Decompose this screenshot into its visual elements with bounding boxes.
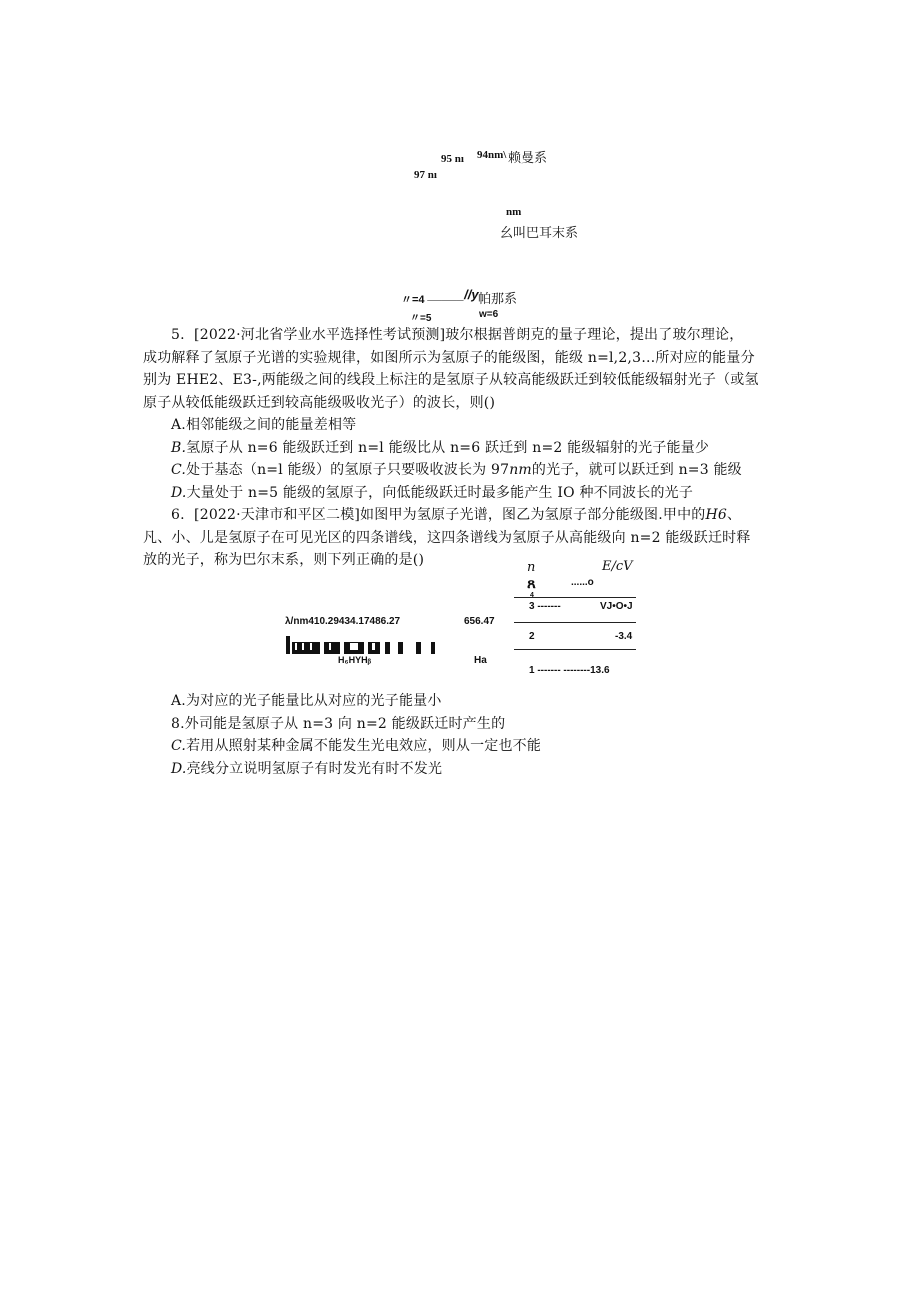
q5-option-b-letter: B. [171,439,187,456]
spectrum-gap-2 [302,643,304,650]
q5-option-b [143,437,783,460]
wavelength-95-label: 95 nı [441,153,464,165]
q6-stem-line-1-post: 、 [727,507,742,523]
energy-n4-label: 4 [530,592,534,599]
q6-stem-line-1 [143,504,783,527]
q5-option-c-letter: C. [171,462,187,478]
energy-infinity-value: ......o [571,577,594,588]
spectrum-gap-4 [329,643,331,650]
spectrum-gap-6 [372,643,375,650]
q5-option-d-letter: D. [171,484,187,501]
lyman-series-label: 赖曼系 [508,151,548,166]
energy-infinity-symbol: ጸ [527,574,536,592]
spectrum-ha-label: Ha [474,655,487,666]
wavelength-94-label: 94nm\ [477,149,507,161]
spectrum-line-a [385,642,390,654]
spectrum-wavelength-label: λ/nm410.29434.17486.27 [285,616,401,627]
q5-option-c [143,459,783,482]
q6-stem-line-1-pre: 6. [2022·天津市和平区二模]如图甲为氢原子光谱，图乙为氢原子部分能级图.甲中的 [171,507,706,523]
q6-stem-line-3: 放的光子，称为巴尔末系，则下列正确的是() [143,552,425,568]
nm-label: nm [506,206,522,218]
q5-option-d [143,482,783,505]
energy-n2-value: -3.4 [615,631,633,642]
spectrum-line-c [416,642,421,654]
q6-option-d-text: 亮线分立说明氢原子有时发光有时不发光 [186,760,443,777]
q6-h-symbol: H6 [705,507,728,523]
energy-e-axis: E/cV [602,559,633,574]
energy-level-n3-line [514,622,636,623]
q5-option-d-text: 大量处于 n=5 能级的氢原子，向低能级跃迁时最多能产生 IO 种不同波长的光子 [186,484,694,501]
q5-stem-line-3: 别为 EHE2、E3-,两能级之间的线段上标注的是氢原子从较高能级跃迁到较低能级辐射光子（或氢 [143,372,759,388]
q6-option-a: A.为对应的光子能量比从对应的光子能量小 [171,693,442,709]
paschen-mark: _____//y [428,287,479,302]
spectrum-gap-1 [295,643,297,650]
q5-option-c-post: 的光子，就可以跃迁到 n=3 能级 [531,462,742,478]
paschen-series-label: 帕那系 [478,292,518,307]
spectrum-gap-3 [310,643,312,650]
wavelength-97-label: 97 nı [414,169,437,181]
n6-label: w=6 [479,309,499,320]
q5-option-a: A.相邻能级之间的能量差相等 [171,417,357,433]
energy-n3-label: 3 ------- [529,601,561,612]
q6-option-b: 8.外司能是氢原子从 n=3 向 n=2 能级跃迁时产生的 [171,715,506,732]
q5-stem-line-2: 成功解释了氢原子光谱的实验规律，如图所示为氢原子的能级图，能级 n=l,2,3…所对应的能量分 [143,349,755,366]
spectrum-band-2 [324,642,340,654]
spectrum-line-h-delta [286,636,290,654]
energy-n1-row: 1 ------- --------13.6 [529,665,610,676]
q6-option-c-text: 若用从照射某种金属不能发生光电效应，则从一定也不能 [186,738,542,754]
question-6-options [143,690,783,780]
n5-label: 〃=5 [410,313,432,324]
q6-option-c [143,735,783,758]
energy-level-n4-line [514,597,636,598]
q6-option-c-letter: C. [171,738,187,754]
n4-label: 〃=4 [401,294,425,306]
spectrum-line-names: H₆HYHᵦ [338,655,372,665]
energy-n3-value: VJ•O•J [600,601,633,612]
spectrum-line-d [431,642,435,654]
spectrum-656-label: 656.47 [464,616,495,627]
energy-n-axis: n [527,560,536,575]
q5-option-c-pre: 处于基态（n=l 能级）的氢原子只要吸收波长为 97 [186,462,510,478]
q5-option-b-text: 氢原子从 n=6 能级跃迁到 n=l 能级比从 n=6 跃迁到 n=2 能级辐射的光子能量少 [186,439,710,456]
spectrum-gap-5 [350,643,358,650]
energy-n2-label: 2 [529,631,535,642]
spectrum-line-b [398,642,403,654]
question-5 [143,324,783,504]
spectrum-lines [286,634,438,654]
q5-stem-line-1: 5. [2022·河北省学业水平选择性考试预测]玻尔根据普朗克的量子理论，提出了玻尔理论， [171,327,744,343]
q6-option-d [143,758,783,781]
q5-stem-line-4: 原子从较低能级跃迁到较高能级吸收光子）的波长，则() [143,394,496,411]
question-6 [143,504,783,572]
q5-option-c-unit: nm [509,462,532,478]
q6-stem-line-2: 凡、小、儿是氢原子在可见光区的四条谱线，这四条谱线为氢原子从高能级向 n=2 能级跃迁时释 [143,529,751,546]
energy-level-n2-line [514,649,636,650]
q6-option-d-letter: D. [171,760,187,777]
balmer-series-label: 幺叫巴耳末系 [500,226,579,241]
